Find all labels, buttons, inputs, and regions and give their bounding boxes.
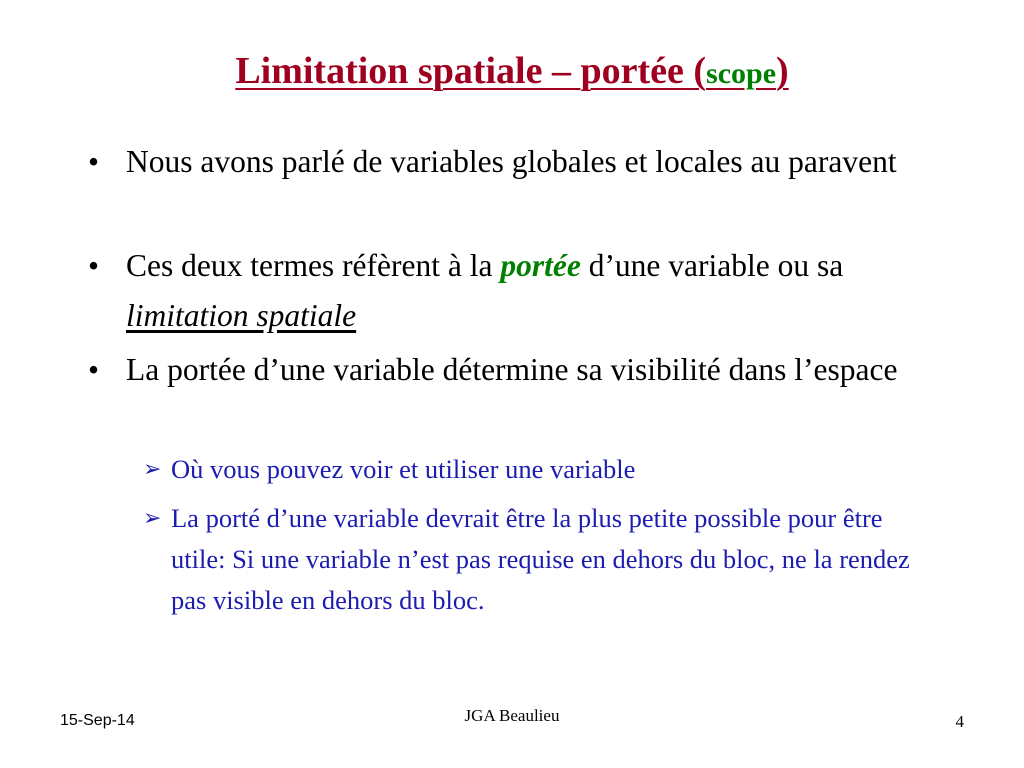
title-close-paren: )	[776, 50, 789, 92]
bullet-dot-icon: •	[88, 352, 100, 387]
emphasis-limitation-spatiale: limitation spatiale	[126, 298, 357, 333]
bullet-text	[126, 241, 928, 341]
title-main-text: Limitation spatiale – portée (	[235, 50, 707, 92]
bullet-text: La portée d’une variable détermine sa visibilité dans l’espace	[126, 352, 898, 387]
arrow-bullet-icon: ➢	[143, 506, 162, 531]
bullet-dot-icon: •	[88, 144, 100, 179]
bullet-text-part: Ces deux termes réfèrent à la	[126, 248, 501, 283]
page-number: 4	[955, 712, 964, 731]
title-scope-word: scope	[706, 57, 777, 90]
sub-bullet-item	[143, 498, 923, 621]
footer-author: JGA Beaulieu	[464, 706, 560, 725]
bullet-item	[88, 241, 928, 341]
bullet-text: Nous avons parlé de variables globales et locales au paravent	[126, 144, 897, 179]
bullet-dot-icon: •	[88, 248, 100, 283]
sub-bullet-text: Où vous pouvez voir et utiliser une variable	[171, 454, 636, 484]
arrow-bullet-icon: ➢	[143, 457, 162, 482]
emphasis-portee: portée	[500, 248, 581, 283]
sub-bullet-item	[143, 449, 923, 490]
sub-bullet-text: La porté d’une variable devrait être la plus petite possible pour être utile: Si une variable n’est pas requise en dehors du bloc, ne la rendez pas visible en dehors du bloc.	[171, 503, 910, 615]
footer-date: 15-Sep-14	[60, 712, 135, 729]
bullet-item	[88, 137, 928, 187]
bullet-text-part: d’une variable ou sa	[580, 248, 844, 283]
bullet-item	[88, 345, 928, 395]
